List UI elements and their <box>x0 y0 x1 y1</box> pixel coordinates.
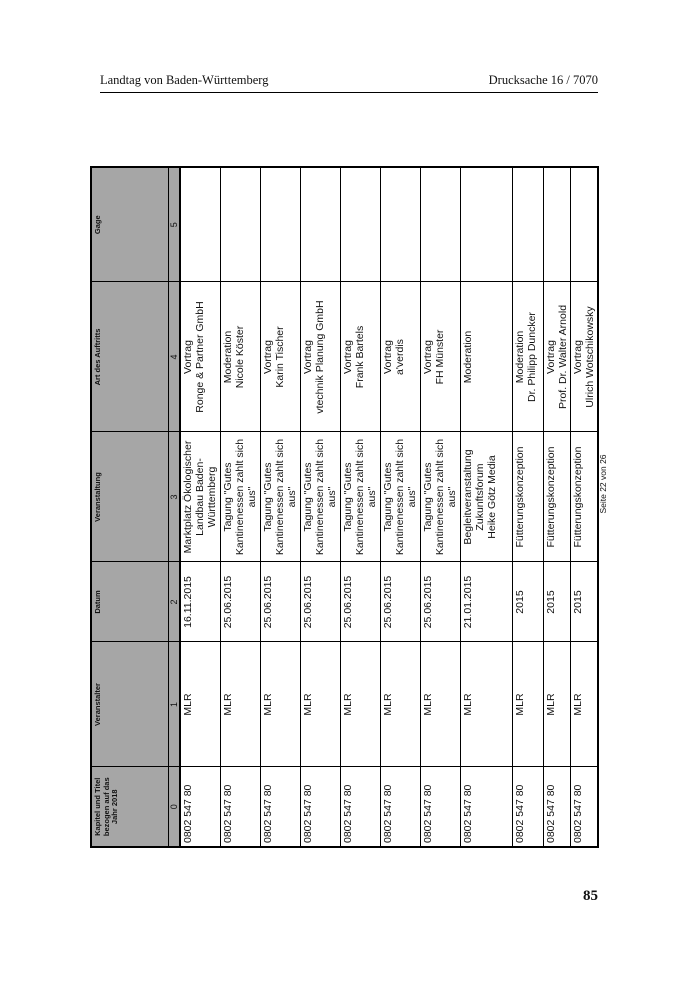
header-document-number: Drucksache 16 / 7070 <box>488 73 598 87</box>
page-footer: Seite 22 von 26 <box>598 454 608 514</box>
cell-veranstaltung: Fütterungskonzeption <box>513 432 544 562</box>
art-performer: a'verdis <box>394 339 406 375</box>
cell-veranstaltung: Begleitveranstaltung Zukunftsforum Heike Götz Media <box>461 432 513 562</box>
cell-gage <box>341 167 381 282</box>
cell-art <box>261 282 301 432</box>
cell-veranstaltung: Tagung "Gutes Kantinenessen zahlt sich aus" <box>421 432 461 562</box>
index-4: 4 <box>169 282 181 432</box>
index-3: 3 <box>169 432 181 562</box>
art-type: Vortrag <box>382 340 394 374</box>
cell-art <box>221 282 261 432</box>
header-gage: Gage <box>91 167 169 282</box>
table-row <box>261 167 301 847</box>
cell-art <box>180 282 221 432</box>
table-row <box>513 167 544 847</box>
cell-veranstaltung: Tagung "Gutes Kantinenessen zahlt sich aus" <box>381 432 421 562</box>
cell-gage <box>513 167 544 282</box>
cell-datum: 2015 <box>544 562 571 642</box>
cell-gage <box>261 167 301 282</box>
table-row <box>461 167 513 847</box>
cell-veranstaltung: Tagung "Gutes Kantinenessen zahlt sich aus" <box>261 432 301 562</box>
cell-datum: 2015 <box>571 562 599 642</box>
art-performer: Karin Tischer <box>274 326 286 388</box>
cell-veranstalter: MLR <box>261 642 301 767</box>
cell-kapitel: 0802 547 80 <box>571 767 599 847</box>
cell-veranstaltung: Fütterungskonzeption <box>544 432 571 562</box>
cell-veranstalter: MLR <box>341 642 381 767</box>
art-performer: vtechnik Planung GmbH <box>314 300 326 414</box>
art-performer: Nicole Köster <box>234 325 246 389</box>
cell-veranstaltung: Fütterungskonzeption <box>571 432 599 562</box>
art-type: Moderation <box>514 330 526 384</box>
cell-veranstalter: MLR <box>381 642 421 767</box>
cell-veranstalter: MLR <box>544 642 571 767</box>
cell-gage <box>381 167 421 282</box>
header-veranstaltung: Veranstaltung <box>91 432 169 562</box>
cell-datum: 25.06.2015 <box>341 562 381 642</box>
cell-art <box>341 282 381 432</box>
index-row <box>169 167 181 847</box>
art-type: Vortrag <box>572 340 584 374</box>
cell-gage <box>180 167 221 282</box>
cell-veranstaltung: Marktplatz Ökologischer Landbau Baden-Württemberg <box>180 432 221 562</box>
cell-gage <box>571 167 599 282</box>
cell-kapitel: 0802 547 80 <box>421 767 461 847</box>
cell-veranstalter: MLR <box>421 642 461 767</box>
rotated-table-container <box>90 168 596 848</box>
cell-kapitel: 0802 547 80 <box>301 767 341 847</box>
art-performer: Ulrich Wotschikowsky <box>584 306 596 408</box>
cell-datum: 25.06.2015 <box>381 562 421 642</box>
cell-veranstalter: MLR <box>461 642 513 767</box>
cell-kapitel: 0802 547 80 <box>544 767 571 847</box>
cell-gage <box>461 167 513 282</box>
art-performer: Prof. Dr. Walter Arnold <box>557 304 569 410</box>
cell-veranstalter: MLR <box>301 642 341 767</box>
cell-datum: 2015 <box>513 562 544 642</box>
table-row <box>301 167 341 847</box>
cell-veranstalter: MLR <box>513 642 544 767</box>
header-art: Art des Auftritts <box>91 282 169 432</box>
cell-veranstaltung: Tagung "Gutes Kantinenessen zahlt sich aus" <box>301 432 341 562</box>
art-performer: Frank Bartels <box>354 325 366 389</box>
header-kapitel: Kapitel und Titel bezogen auf das Jahr 2018 <box>91 767 169 847</box>
header-parliament: Landtag von Baden-Württemberg <box>100 73 269 87</box>
art-type: Vortrag <box>342 340 354 374</box>
table-row <box>571 167 599 847</box>
cell-veranstaltung: Tagung "Gutes Kantinenessen zahlt sich aus" <box>221 432 261 562</box>
cell-datum: 25.06.2015 <box>221 562 261 642</box>
cell-art <box>513 282 544 432</box>
performances-table <box>90 166 599 848</box>
art-performer: Ronge & Partner GmbH <box>194 301 206 413</box>
cell-art <box>571 282 599 432</box>
index-1: 1 <box>169 642 181 767</box>
index-5: 5 <box>169 167 181 282</box>
art-type: Vortrag <box>182 340 194 374</box>
art-type: Moderation <box>462 330 474 384</box>
cell-veranstalter: MLR <box>221 642 261 767</box>
table-row <box>180 167 221 847</box>
art-type: Vortrag <box>545 340 557 374</box>
cell-kapitel: 0802 547 80 <box>341 767 381 847</box>
cell-kapitel: 0802 547 80 <box>261 767 301 847</box>
cell-art <box>381 282 421 432</box>
cell-kapitel: 0802 547 80 <box>180 767 221 847</box>
page-number: 85 <box>583 888 598 904</box>
index-2: 2 <box>169 562 181 642</box>
header-row <box>91 167 169 847</box>
table-body <box>180 167 598 847</box>
cell-datum: 16.11.2015 <box>180 562 221 642</box>
cell-kapitel: 0802 547 80 <box>513 767 544 847</box>
table-row <box>341 167 381 847</box>
header-datum: Datum <box>91 562 169 642</box>
art-type: Vortrag <box>262 340 274 374</box>
cell-datum: 21.01.2015 <box>461 562 513 642</box>
cell-kapitel: 0802 547 80 <box>221 767 261 847</box>
cell-gage <box>221 167 261 282</box>
cell-art <box>461 282 513 432</box>
cell-datum: 25.06.2015 <box>421 562 461 642</box>
cell-art <box>421 282 461 432</box>
table-row <box>544 167 571 847</box>
art-type: Moderation <box>222 330 234 384</box>
cell-gage <box>421 167 461 282</box>
cell-kapitel: 0802 547 80 <box>381 767 421 847</box>
cell-veranstaltung: Tagung "Gutes Kantinenessen zahlt sich aus" <box>341 432 381 562</box>
header-veranstalter: Veranstalter <box>91 642 169 767</box>
art-type: Vortrag <box>422 340 434 374</box>
table-row <box>421 167 461 847</box>
index-0: 0 <box>169 767 181 847</box>
art-type: Vortrag <box>302 340 314 374</box>
document-header <box>100 73 598 93</box>
cell-gage <box>301 167 341 282</box>
table-row <box>381 167 421 847</box>
cell-datum: 25.06.2015 <box>261 562 301 642</box>
cell-art <box>301 282 341 432</box>
cell-art <box>544 282 571 432</box>
art-performer: Dr. Philipp Duncker <box>526 312 538 402</box>
art-performer: FH Münster <box>434 329 446 385</box>
cell-veranstalter: MLR <box>180 642 221 767</box>
cell-veranstalter: MLR <box>571 642 599 767</box>
cell-gage <box>544 167 571 282</box>
table-row <box>221 167 261 847</box>
cell-kapitel: 0802 547 80 <box>461 767 513 847</box>
cell-datum: 25.06.2015 <box>301 562 341 642</box>
